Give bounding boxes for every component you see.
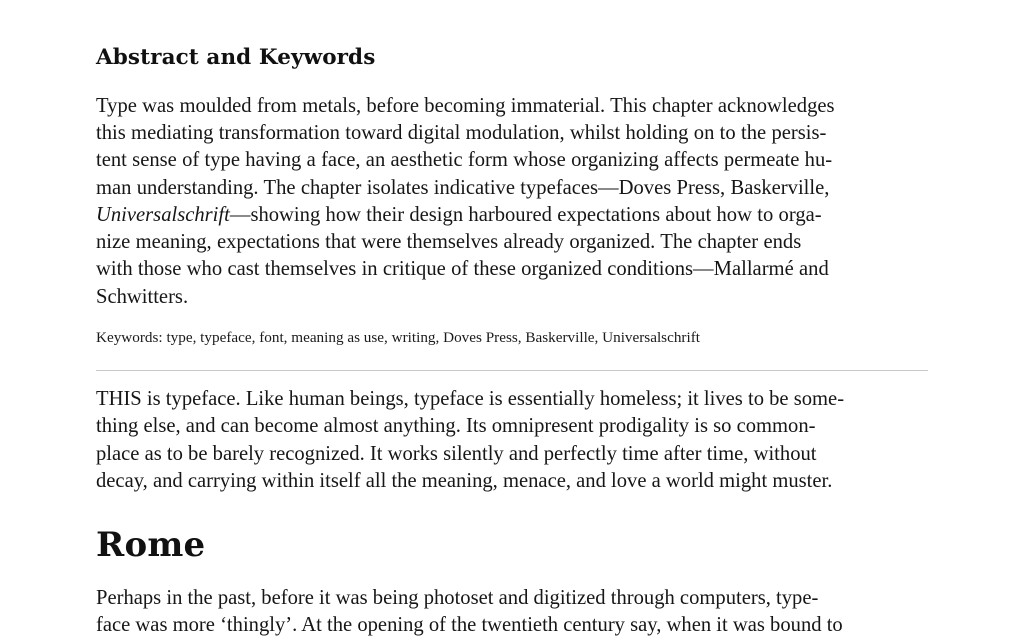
abstract-line: this mediating transformation toward digital modulation, whilst holding on to the persis- [96,121,827,144]
abstract-line: Type was moulded from metals, before becoming immaterial. This chapter acknowledges [96,94,835,117]
body-line: decay, and carrying within itself all the meaning, menace, and love a world might muster. [96,469,833,492]
abstract-line: Schwitters. [96,285,189,308]
section-divider [96,370,928,371]
body-line: place as to be barely recognized. It works silently and perfectly time after time, without [96,442,817,465]
body-line: THIS is typeface. Like human beings, typeface is essentially homeless; it lives to be some- [96,388,845,411]
body-line: face was more ‘thingly’. At the opening of the twentieth century say, when it was bound to [96,614,843,637]
italic-typeface-name: Universalschrift [96,203,230,226]
abstract-line: man understanding. The chapter isolates indicative typefaces—Doves Press, Baskerville, [96,176,830,199]
body-line: thing else, and can become almost anything. Its omnipresent prodigality is so common- [96,415,816,438]
abstract-line: tent sense of type having a face, an aesthetic form whose organizing affects permeate hu- [96,149,833,172]
abstract-heading: Abstract and Keywords [96,45,376,70]
rome-paragraph [96,564,928,639]
abstract-line-with-italic [96,202,928,229]
body-line: Perhaps in the past, before it was being photoset and digitized through computers, type- [96,586,819,609]
chapter-heading-rome: Rome [96,525,206,566]
abstract-paragraph [96,70,928,311]
abstract-line-text: —showing how their design harboured expectations about how to orga- [229,203,822,226]
keywords-line: Keywords: type, typeface, font, meaning as use, writing, Doves Press, Baskerville, Universalschrift [96,329,700,347]
abstract-line: with those who cast themselves in critique of these organized conditions—Mallarmé and [96,258,829,281]
page-content-column [96,0,928,639]
abstract-line: nize meaning, expectations that were themselves already organized. The chapter ends [96,231,802,254]
